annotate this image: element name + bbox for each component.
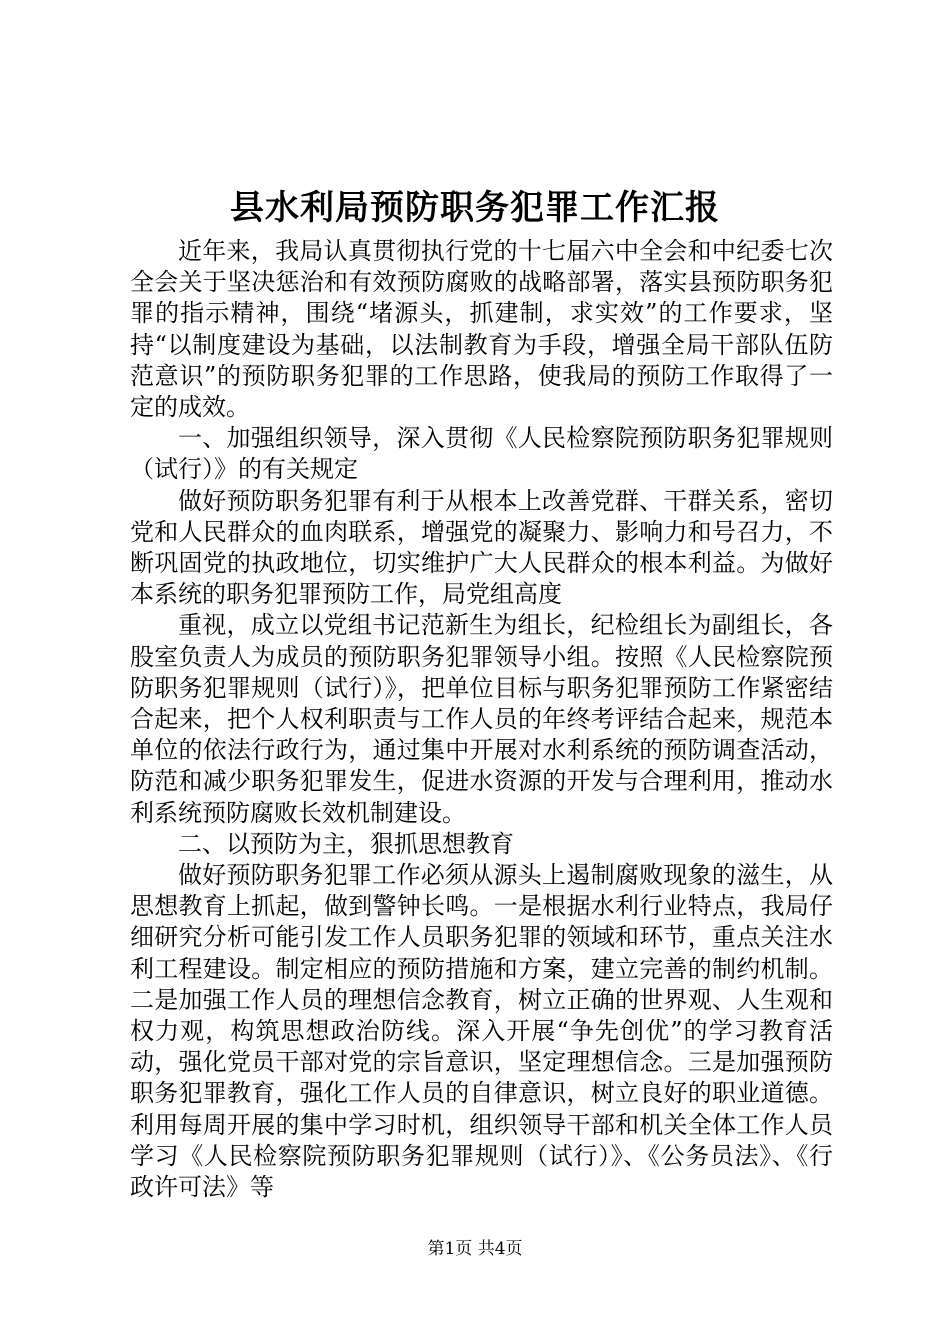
document-body bbox=[130, 236, 833, 1203]
paragraph-intro: 近年来，我局认真贯彻执行党的十七届六中全会和中纪委七次全会关于坚决惩治和有效预防腐败的战略部署，落实县预防职务犯罪的指示精神，围绕“堵源头，抓建制，求实效”的工作要求，坚持“以制度建设为基础，以法制教育为手段，增强全局干部队伍防范意识”的预防职务犯罪的工作思路，使我局的预防工作取得了一定的成效。 bbox=[130, 237, 833, 422]
paragraph: 做好预防职务犯罪工作必须从源头上遏制腐败现象的滋生，从思想教育上抓起，做到警钟长鸣。一是根据水利行业特点，我局仔细研究分析可能引发工作人员职务犯罪的领域和环节，重点关注水利工程建设。制定相应的预防措施和方案，建立完善的制约机制。二是加强工作人员的理想信念教育，树立正确的世界观、人生观和权力观，构筑思想政治防线。深入开展“争先创优”的学习教育活动，强化党员干部对党的宗旨意识，坚定理想信念。三是加强预防职务犯罪教育，强化工作人员的自律意识，树立良好的职业道德。利用每周开展的集中学习时机，组织领导干部和机关全体工作人员学习《人民检察院预防职务犯罪规则（试行）》、《公务员法》、《行政许可法》等 bbox=[130, 861, 833, 1202]
page-footer: 第1页 共4页 bbox=[427, 1239, 523, 1259]
paragraph: 做好预防职务犯罪有利于从根本上改善党群、干群关系，密切党和人民群众的血肉联系，增强党的凝聚力、影响力和号召力，不断巩固党的执政地位，切实维护广大人民群众的根本利益。为做好本系统的职务犯罪预防工作，局党组高度 bbox=[130, 486, 833, 609]
document-title: 县水利局预防职务犯罪工作汇报 bbox=[230, 188, 720, 228]
paragraph: 重视，成立以党组书记范新生为组长，纪检组长为副组长，各股室负责人为成员的预防职务犯罪领导小组。按照《人民检察院预防职务犯罪规则（试行）》，把单位目标与职务犯罪预防工作紧密结合起来，把个人权利职责与工作人员的年终考评结合起来，规范本单位的依法行政行为，通过集中开展对水利系统的预防调查活动，防范和减少职务犯罪发生，促进水资源的开发与合理利用，推动水利系统预防腐败长效机制建设。 bbox=[130, 611, 833, 827]
section-heading-2: 二、以预防为主，狠抓思想教育 bbox=[178, 829, 514, 858]
section-heading-1: 一、加强组织领导，深入贯彻《人民检察院预防职务犯罪规则（试行）》的有关规定 bbox=[130, 424, 833, 484]
